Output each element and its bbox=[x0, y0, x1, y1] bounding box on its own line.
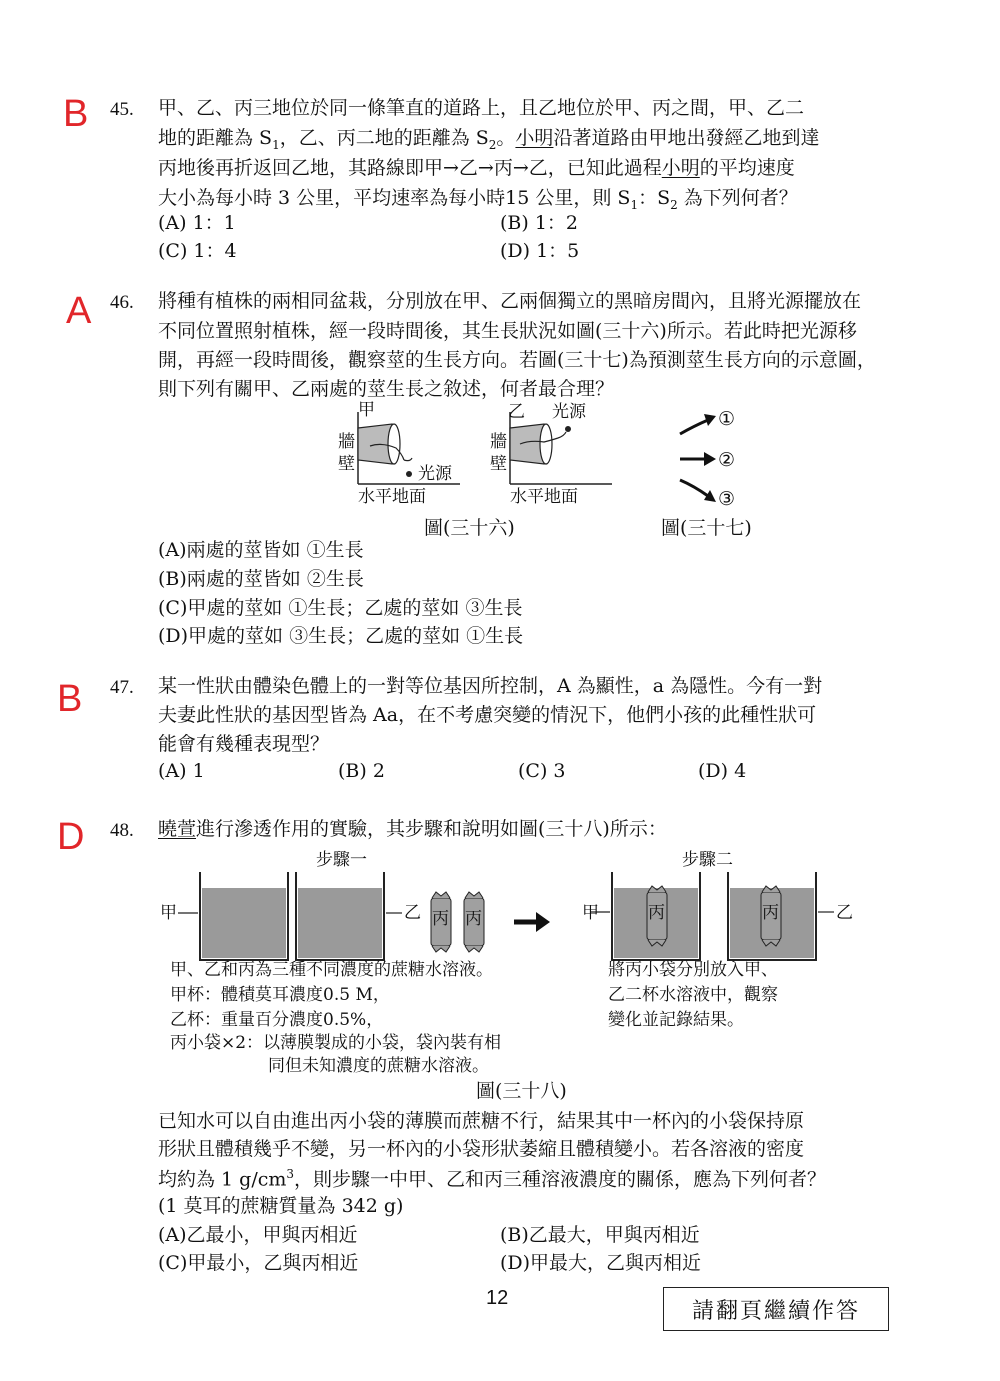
beaker-yi-step1 bbox=[296, 872, 402, 960]
answer-mark-q48: D bbox=[57, 816, 85, 858]
fig38-desc1-line-2: 甲杯：體積莫耳濃度0.5 M， bbox=[170, 985, 390, 1005]
fig38-desc1-line-3: 乙杯：重量百分濃度0.5%， bbox=[170, 1010, 384, 1030]
q48-line-1: 已知水可以自由進出丙小袋的薄膜而蔗糖不行，結果其中一杯內的小袋保持原 bbox=[158, 1110, 805, 1132]
q48-option-b[interactable]: (B)乙最大，甲與丙相近 bbox=[500, 1224, 700, 1246]
question-number-45: 45. bbox=[110, 99, 134, 120]
q48-line-3: 均約為 1 $g/cm^3$，則步驟一中甲、乙和丙三種溶液濃度的關係，應為下列何者？ bbox=[158, 1167, 827, 1191]
fig38-step2-label: 步驟二 bbox=[682, 850, 733, 870]
arrow-3-down bbox=[680, 480, 716, 502]
beaker-yi-step2 bbox=[728, 872, 834, 960]
beaker-jia-step2 bbox=[590, 872, 700, 960]
q46-option-a[interactable]: (A)兩處的莖皆如 ①生長 bbox=[158, 539, 364, 561]
beaker-jia-step1 bbox=[178, 872, 288, 960]
pot-yi bbox=[510, 412, 612, 484]
q45-line-1: 甲、乙、丙三地位於同一條筆直的道路上，且乙地位於甲、丙之間，甲、乙二 bbox=[158, 97, 805, 119]
fig36-wall-top-right: 牆 bbox=[490, 432, 507, 452]
q48-option-a[interactable]: (A)乙最小，甲與丙相近 bbox=[158, 1224, 358, 1246]
q45-line-4: 大小為每小時 3 公里，平均速率為每小時15 公里，則 $S_1$：$S_2$ 為下列何者？ bbox=[158, 187, 798, 212]
fig38-label-jia-step1: 甲 bbox=[160, 903, 177, 923]
fig36-light-source-left: 光源 bbox=[418, 464, 452, 484]
q46-option-b[interactable]: (B)兩處的莖皆如 ②生長 bbox=[158, 568, 364, 590]
arrow-1-up bbox=[680, 414, 716, 434]
q48-line-2: 形狀且體積幾乎不變，另一杯內的小袋形狀萎縮且體積變小。若各溶液的密度 bbox=[158, 1138, 805, 1160]
q45-option-a[interactable]: (A) 1：1 bbox=[158, 212, 236, 234]
q47-option-c[interactable]: (C) 3 bbox=[518, 760, 566, 782]
q47-line-1: 某一性狀由體染色體上的一對等位基因所控制，A 為顯性，a 為隱性。今有一對 bbox=[158, 675, 823, 697]
q47-line-2: 夫妻此性狀的基因型皆為 Aa，在不考慮突變的情況下，他們小孩的此種性狀可 bbox=[158, 704, 817, 726]
figure-38-diagram bbox=[150, 868, 850, 968]
q46-option-d[interactable]: (D)甲處的莖如 ③生長；乙處的莖如 ①生長 bbox=[158, 625, 524, 647]
continue-note-box bbox=[663, 1287, 889, 1331]
name-xiaoxuan: 曉萱 bbox=[158, 818, 197, 840]
fig38-desc1-line-5: 同但未知濃度的蔗糖水溶液。 bbox=[268, 1056, 489, 1076]
q46-line-1: 將種有植株的兩相同盆栽，分別放在甲、乙兩個獨立的黑暗房間內，且將光源擺放在 bbox=[158, 290, 862, 312]
q45-option-b[interactable]: (B) 1：2 bbox=[500, 212, 579, 234]
question-number-48: 48. bbox=[110, 820, 134, 841]
fig38-step1-label: 步驟一 bbox=[316, 850, 367, 870]
q46-line-4: 則下列有關甲、乙兩處的莖生長之敘述，何者最合理？ bbox=[158, 378, 615, 400]
q45-option-d[interactable]: (D) 1：5 bbox=[500, 240, 580, 262]
fig38-bag-label-1: 丙 bbox=[432, 909, 449, 929]
q48-intro: 曉萱進行滲透作用的實驗，其步驟和說明如圖(三十八)所示： bbox=[158, 818, 667, 840]
q48-option-c[interactable]: (C)甲最小，乙與丙相近 bbox=[158, 1252, 359, 1274]
q45-option-c[interactable]: (C) 1：4 bbox=[158, 240, 237, 262]
fig38-bag-label-3: 丙 bbox=[648, 903, 665, 923]
arrow-2-straight bbox=[680, 452, 716, 466]
page-number: 12 bbox=[486, 1287, 509, 1309]
fig36-ground-right: 水平地面 bbox=[510, 487, 578, 507]
fig38-desc2-line-2: 乙二杯水溶液中，觀察 bbox=[608, 985, 778, 1005]
fig36-ground-left: 水平地面 bbox=[358, 487, 426, 507]
q48-option-d[interactable]: (D)甲最大，乙與丙相近 bbox=[500, 1252, 702, 1274]
q47-option-b[interactable]: (B) 2 bbox=[338, 760, 385, 782]
fig38-desc2-line-1: 將丙小袋分別放入甲、 bbox=[608, 960, 778, 980]
fig36-caption: 圖(三十六) bbox=[424, 517, 515, 539]
fig36-wall-bottom-left: 壁 bbox=[338, 454, 355, 474]
fig36-label-yi: 乙 bbox=[508, 402, 525, 422]
fig38-label-jia-step2: 甲 bbox=[582, 903, 599, 923]
q47-line-3: 能會有幾種表現型？ bbox=[158, 733, 330, 755]
q45-line-2: 地的距離為 $S_1$，乙、丙二地的距離為 $S_2$。小明沿著道路由甲地出發經乙地到達 bbox=[158, 127, 820, 152]
fig38-desc1-line-4: 丙小袋×2：以薄膜製成的小袋，袋內裝有相 bbox=[170, 1033, 502, 1053]
answer-mark-q45: B bbox=[63, 93, 89, 135]
fig37-mark-2: ② bbox=[718, 449, 736, 471]
question-number-47: 47. bbox=[110, 677, 134, 698]
q48-line-4: (1 莫耳的蔗糖質量為 342 g) bbox=[158, 1195, 404, 1217]
fig38-desc1-line-1: 甲、乙和丙為三種不同濃度的蔗糖水溶液。 bbox=[170, 960, 493, 980]
answer-mark-q47: B bbox=[57, 678, 83, 720]
answer-mark-q46: A bbox=[66, 290, 92, 332]
fig38-caption: 圖(三十八) bbox=[476, 1080, 567, 1102]
q45-line-3: 丙地後再折返回乙地，其路線即甲→乙→丙→乙，已知此過程小明的平均速度 bbox=[158, 157, 795, 179]
fig36-wall-top-left: 牆 bbox=[338, 432, 355, 452]
q47-option-a[interactable]: (A) 1 bbox=[158, 760, 205, 782]
fig36-label-jia: 甲 bbox=[358, 400, 375, 420]
fig36-wall-bottom-right: 壁 bbox=[490, 454, 507, 474]
continue-note: 請翻頁繼續作答 bbox=[691, 1298, 860, 1324]
fig38-desc2-line-3: 變化並記錄結果。 bbox=[608, 1010, 744, 1030]
q46-line-2: 不同位置照射植株，經一段時間後，其生長狀況如圖(三十六)所示。若此時把光源移 bbox=[158, 320, 857, 342]
fig36-light-source-right: 光源 bbox=[552, 402, 586, 422]
fig38-bag-label-2: 丙 bbox=[465, 909, 482, 929]
fig37-caption: 圖(三十七) bbox=[661, 517, 752, 539]
question-number-46: 46. bbox=[110, 292, 134, 313]
step-arrow bbox=[514, 912, 550, 932]
q46-option-c[interactable]: (C)甲處的莖如 ①生長；乙處的莖如 ③生長 bbox=[158, 597, 523, 619]
name-xiaoming: 小明 bbox=[515, 127, 554, 149]
fig38-bag-label-4: 丙 bbox=[762, 903, 779, 923]
q47-option-d[interactable]: (D) 4 bbox=[698, 760, 747, 782]
name-xiaoming-2: 小明 bbox=[661, 157, 700, 179]
fig37-mark-3: ③ bbox=[718, 488, 736, 510]
q46-line-3: 開，再經一段時間後，觀察莖的生長方向。若圖(三十七)為預測莖生長方向的示意圖， bbox=[158, 349, 876, 371]
fig38-label-yi-step1: 乙 bbox=[404, 903, 421, 923]
fig37-mark-1: ① bbox=[718, 408, 736, 430]
fig38-label-yi-step2: 乙 bbox=[836, 903, 853, 923]
